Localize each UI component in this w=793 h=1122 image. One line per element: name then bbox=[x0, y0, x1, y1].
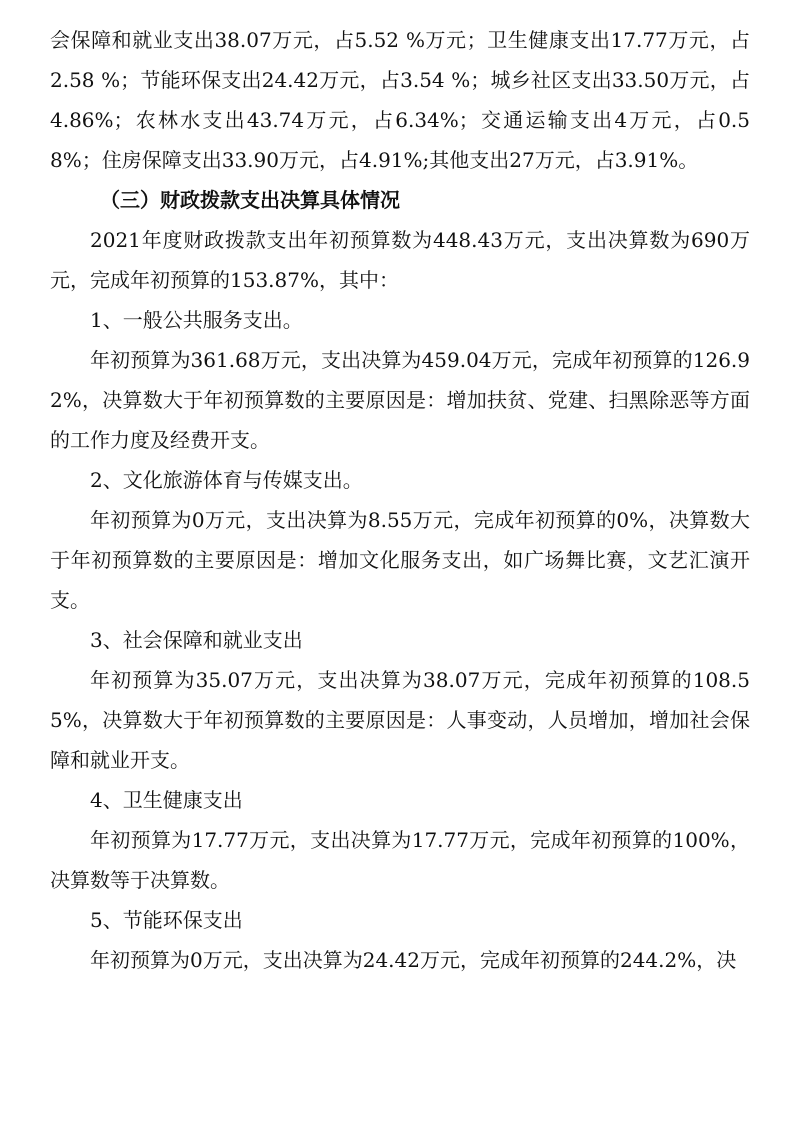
paragraph-social-security: 年初预算为35.07万元，支出决算为38.07万元，完成年初预算的108.55%，决算数大于年初预算数的主要原因是：人事变动，人员增加，增加社会保障和就业开支。 bbox=[50, 668, 750, 772]
list-item-energy-environment: 5、节能环保支出 bbox=[90, 908, 243, 932]
paragraph-energy-environment: 年初预算为0万元，支出决算为24.42万元，完成年初预算的244.2%，决 bbox=[90, 948, 737, 972]
list-item-culture-tourism: 2、文化旅游体育与传媒支出。 bbox=[90, 468, 363, 492]
paragraph-continuation: 会保障和就业支出38.07万元，占5.52 %万元；卫生健康支出17.77万元，占2.58 %；节能环保支出24.42万元，占3.54 %；城乡社区支出33.50万元，占4.86%；农林水支出43.74万元，占6.34%；交通运输支出4万元，占0.58%；住房保障支出33.90万元，占4.91%;其他支出27万元，占3.91%。 bbox=[50, 28, 750, 172]
paragraph-health: 年初预算为17.77万元，支出决算为17.77万元，完成年初预算的100%，决算数等于决算数。 bbox=[50, 828, 750, 892]
document-page bbox=[50, 20, 750, 980]
list-item-health: 4、卫生健康支出 bbox=[90, 788, 243, 812]
paragraph-summary: 2021年度财政拨款支出年初预算数为448.43万元，支出决算数为690万元，完成年初预算的153.87%，其中： bbox=[50, 228, 750, 292]
paragraph-general-public-services: 年初预算为361.68万元，支出决算为459.04万元，完成年初预算的126.92%，决算数大于年初预算数的主要原因是：增加扶贫、党建、扫黑除恶等方面的工作力度及经费开支。 bbox=[50, 348, 750, 452]
section-heading: （三）财政拨款支出决算具体情况 bbox=[100, 188, 400, 212]
paragraph-culture-tourism: 年初预算为0万元，支出决算为8.55万元，完成年初预算的0%，决算数大于年初预算数的主要原因是：增加文化服务支出，如广场舞比赛，文艺汇演开支。 bbox=[50, 508, 750, 612]
list-item-social-security: 3、社会保障和就业支出 bbox=[90, 628, 303, 652]
list-item-general-public-services: 1、一般公共服务支出。 bbox=[90, 308, 303, 332]
